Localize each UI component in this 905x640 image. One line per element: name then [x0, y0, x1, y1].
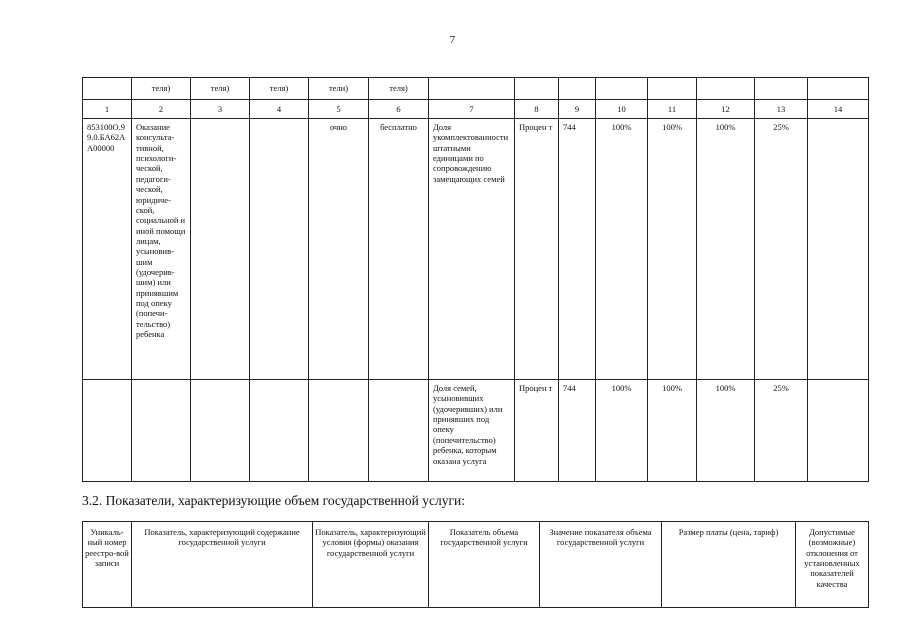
service-content: [132, 380, 191, 482]
unit-name: Процен т: [515, 119, 559, 380]
header-cell: [648, 78, 697, 100]
header-cell: тели): [309, 78, 369, 100]
header-row: [83, 522, 869, 608]
header-cell: [515, 78, 559, 100]
header-cell: [559, 78, 596, 100]
indicator-name: Доля семей, усыновивших (удочеривших) или принявших под опеку (попечительство) ребенка, которым оказана услуга: [429, 380, 515, 482]
header-cell: [697, 78, 755, 100]
column-number: 5: [309, 100, 369, 119]
service-content: Оказание консульта-тивной, психологи-ческой, педагоги-ческой, юридиче-ской, социальной и иной помощи лицам, усыновив-шим (удочерив-шим) или принявшим под опеку (попечи-тельство) ребенка: [132, 119, 191, 380]
header-registry-number: Уникаль-ный номер реестро-вой записи: [83, 522, 132, 608]
header-cell: теля): [369, 78, 429, 100]
unit-code: 744: [559, 380, 596, 482]
unit-name: Процен т: [515, 380, 559, 482]
column-number: 13: [755, 100, 808, 119]
page-number: 7: [449, 34, 456, 46]
column-number: 1: [83, 100, 132, 119]
volume-indicators-table: [82, 521, 869, 608]
cell-col3: [191, 119, 250, 380]
column-number: 2: [132, 100, 191, 119]
column-number: 11: [648, 100, 697, 119]
column-number: 3: [191, 100, 250, 119]
value-col13: 25%: [755, 119, 808, 380]
section-title: 3.2. Показатели, характеризующие объем государственной услуги:: [82, 493, 465, 508]
value-col14: [808, 119, 869, 380]
value-col11: 100%: [648, 119, 697, 380]
cell-col4: [250, 380, 309, 482]
header-cell: [808, 78, 869, 100]
table-row: [83, 380, 869, 482]
header-volume-value: Значение показателя объема государственной услуги: [540, 522, 662, 608]
value-col12: 100%: [697, 380, 755, 482]
header-cell: теля): [250, 78, 309, 100]
column-number: 4: [250, 100, 309, 119]
header-service-conditions: Показатель, характеризующий условия (формы) оказания государственной услуги: [313, 522, 429, 608]
header-volume-indicator: Показатель объема государственной услуги: [429, 522, 540, 608]
header-cell: теля): [191, 78, 250, 100]
service-payment: бесплатно: [369, 119, 429, 380]
value-col13: 25%: [755, 380, 808, 482]
header-cell: [83, 78, 132, 100]
column-number: 10: [596, 100, 648, 119]
value-col10: 100%: [596, 119, 648, 380]
cell-col4: [250, 119, 309, 380]
value-col10: 100%: [596, 380, 648, 482]
column-number: 8: [515, 100, 559, 119]
column-number: 14: [808, 100, 869, 119]
indicator-name: Доля укомплектованности штатными единицами по сопровождению замещающих семей: [429, 119, 515, 380]
value-col11: 100%: [648, 380, 697, 482]
column-number: 6: [369, 100, 429, 119]
registry-number: [83, 380, 132, 482]
value-col14: [808, 380, 869, 482]
service-form: очно: [309, 119, 369, 380]
registry-number: 853100О.99.0.БА62АА00000: [83, 119, 132, 380]
column-number: 12: [697, 100, 755, 119]
service-payment: [369, 380, 429, 482]
unit-code: 744: [559, 119, 596, 380]
column-numbers-row: [83, 100, 869, 119]
quality-indicators-table: [82, 77, 869, 482]
service-form: [309, 380, 369, 482]
value-col12: 100%: [697, 119, 755, 380]
header-service-content: Показатель, характеризующий содержание государственной услуги: [132, 522, 313, 608]
column-number: 9: [559, 100, 596, 119]
header-cell: [596, 78, 648, 100]
header-cell: [429, 78, 515, 100]
table-row: [83, 119, 869, 380]
header-cell: теля): [132, 78, 191, 100]
header-cell: [755, 78, 808, 100]
header-allowed-deviation: Допустимые (возможные) отклонения от установленных показателей качества: [796, 522, 869, 608]
header-tail-row: [83, 78, 869, 100]
cell-col3: [191, 380, 250, 482]
header-fee: Размер платы (цена, тариф): [662, 522, 796, 608]
column-number: 7: [429, 100, 515, 119]
